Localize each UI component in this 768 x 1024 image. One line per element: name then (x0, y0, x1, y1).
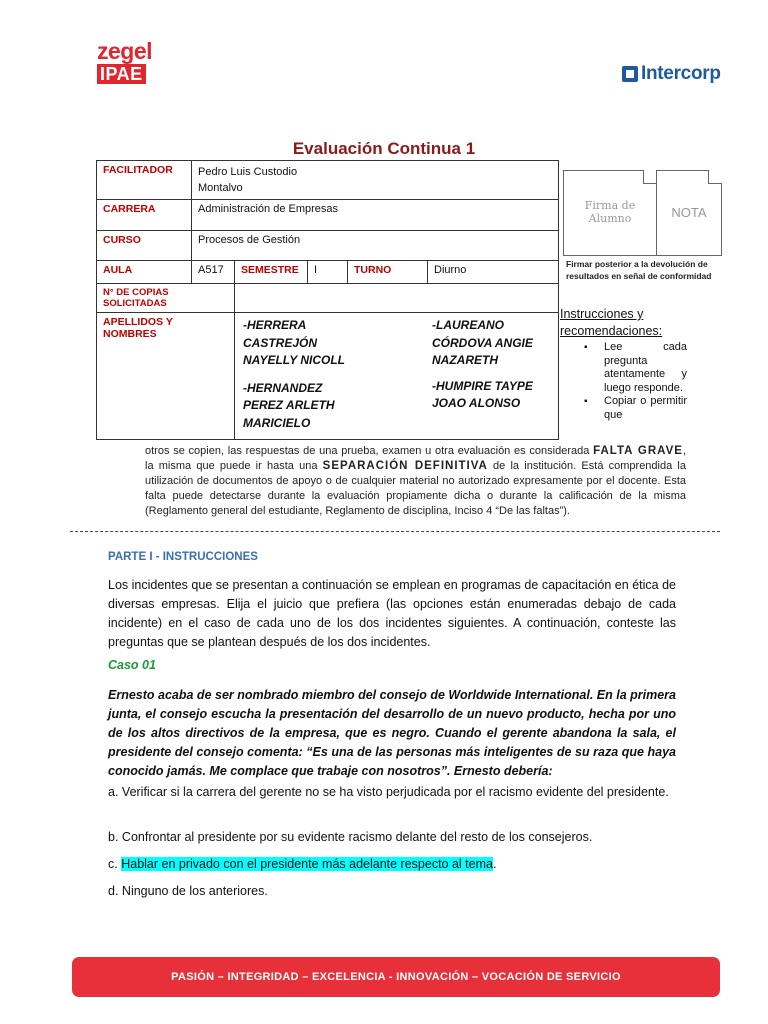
section-divider (70, 531, 720, 532)
student-name-2 (243, 380, 345, 433)
case-label: Caso 01 (108, 658, 156, 672)
copias-value[interactable] (235, 284, 559, 313)
intercorp-square-icon (622, 66, 638, 82)
instructions-heading: Instrucciones y recomendaciones: (560, 307, 663, 338)
facilitador-line-2: Montalvo (198, 182, 243, 194)
option-letter: d. (108, 884, 119, 898)
option-c[interactable] (108, 855, 676, 873)
name-line: CÓRDOVA ANGIE (432, 335, 533, 350)
option-a[interactable] (108, 783, 676, 801)
option-letter: b. (108, 830, 119, 844)
carrera-value: Administración de Empresas (192, 200, 559, 231)
option-text-highlighted: Hablar en privado con el presidente más adelante respecto al tema (121, 857, 493, 871)
name-line: -HERNANDEZ (243, 380, 323, 395)
exam-info-table (96, 160, 559, 440)
logo-ipae-text: IPAE (97, 64, 146, 84)
semestre-value: I (308, 261, 348, 284)
option-letter: a. (108, 785, 119, 799)
logo-zegel-text: zegel (97, 38, 153, 64)
part-title: PARTE I - INSTRUCCIONES (108, 551, 258, 563)
curso-value: Procesos de Gestión (192, 231, 559, 261)
name-line: NAZARETH (432, 353, 498, 367)
signature-label-line-1: Firma de (584, 199, 636, 212)
zegel-ipae-logo (97, 40, 157, 85)
page-fold-icon (708, 170, 722, 184)
signature-label-line-2: Alumno (588, 212, 632, 225)
signature-label (564, 199, 656, 225)
option-text: Ninguno de los anteriores. (121, 884, 268, 898)
names-column-right (432, 317, 550, 432)
aula-value: A517 (192, 261, 235, 284)
falta-grave-emphasis: FALTA GRAVE (593, 445, 683, 457)
case-text: Ernesto acaba de ser nombrado miembro del consejo de Worldwide International. En la primera junta, el consejo escucha la presentación del desarrollo de un nuevo producto, hecha por uno de los altos directivos de la empresa, que es negro. Cuando el gerente abandona la sala, el presidente del consejo comenta: “Es una de las personas más inteligentes de su raza que haya conocido jamás. Me complace que trabaje con nosotros”. Ernesto debería: (108, 688, 676, 778)
student-signature-box[interactable] (563, 170, 657, 256)
names-column-left (243, 317, 345, 432)
instructions-list (582, 341, 687, 422)
semestre-label: SEMESTRE (235, 261, 308, 284)
facilitador-value (192, 161, 559, 200)
apellidos-label: APELLIDOS Y NOMBRES (97, 313, 235, 440)
student-name-3 (432, 317, 550, 370)
name-line: NAYELLY NICOLL (243, 353, 345, 367)
instruction-item: ▪ Copiar o permitir que (582, 395, 687, 422)
option-letter: c. (108, 857, 118, 871)
part-intro-paragraph: Los incidentes que se presentan a continuación se emplean en programas de capacitación en ética de diversas empresas. Elija el juicio que prefiera (las opciones están enumeradas debajo de cada incidente) en el caso de cada uno de los dos incidentes siguientes. A continuación, conteste las preguntas que se plantean después de los dos incidentes. (108, 578, 676, 649)
academic-integrity-paragraph (145, 444, 686, 519)
student-name-4 (432, 378, 550, 413)
carrera-label: CARRERA (97, 200, 192, 231)
name-line: CASTREJÓN (243, 335, 318, 350)
name-line: MARICIELO (243, 415, 311, 430)
copias-label: N° DE COPIAS SOLICITADAS (97, 284, 235, 313)
aula-label: AULA (97, 261, 192, 284)
name-line: -HUMPIRE TAYPE (432, 378, 533, 393)
turno-label: TURNO (348, 261, 428, 284)
name-line: JOAO ALONSO (432, 396, 521, 410)
option-b[interactable] (108, 828, 676, 846)
page-title: Evaluación Continua 1 (292, 139, 476, 158)
facilitador-line-1: Pedro Luis Custodio (198, 166, 298, 178)
option-text: Confrontar al presidente por su evidente racismo delante del resto de los consejeros. (121, 830, 593, 844)
grade-box[interactable] (656, 170, 722, 256)
rules-text: otros se copien, las respuestas de una prueba, examen u otra evaluación es considerada (145, 445, 594, 457)
turno-value: Diurno (428, 261, 559, 284)
page-fold-icon (643, 170, 657, 184)
facilitador-label: FACILITADOR (97, 161, 192, 200)
values-footer-banner: PASIÓN – INTEGRIDAD – EXCELENCIA - INNOVACIÓN – VOCACIÓN DE SERVICIO (72, 957, 720, 997)
sign-after-return-note: Firmar posterior a la devolución de resultados en señal de conformidad (566, 259, 712, 281)
instruction-item: ▪ Lee cada pregunta atentamente y luego responde. (582, 341, 687, 395)
option-suffix: . (492, 857, 497, 871)
name-line: -LAUREANO (432, 318, 504, 332)
name-line: PEREZ ARLETH (243, 398, 335, 412)
rules-text: , la misma que puede ir hasta una (145, 445, 686, 472)
logo-intercorp-text: Intercorp (641, 63, 721, 84)
separacion-definitiva-emphasis: SEPARACIÓN DEFINITIVA (322, 460, 488, 472)
name-line: -HERRERA (243, 318, 307, 332)
curso-label: CURSO (97, 231, 192, 261)
apellidos-value (235, 313, 559, 440)
option-d[interactable] (108, 882, 676, 900)
option-text: Verificar si la carrera del gerente no se ha visto perjudicada por el racismo evidente del presidente. (121, 785, 669, 799)
student-name-1 (243, 317, 345, 370)
rules-text: de la institución. Está comprendida la utilización de documentos de apoyo o de cualquier material no autorizado expresamente por el docente. Esta falta puede detectarse durante la evaluación propiamente dicha o durante la calificación de la misma (Reglamento general del estudiante, Reglamento de disciplina, Inciso 4 “De las faltas”). (145, 460, 686, 517)
grade-label: NOTA (671, 205, 707, 220)
intercorp-logo (622, 63, 721, 85)
